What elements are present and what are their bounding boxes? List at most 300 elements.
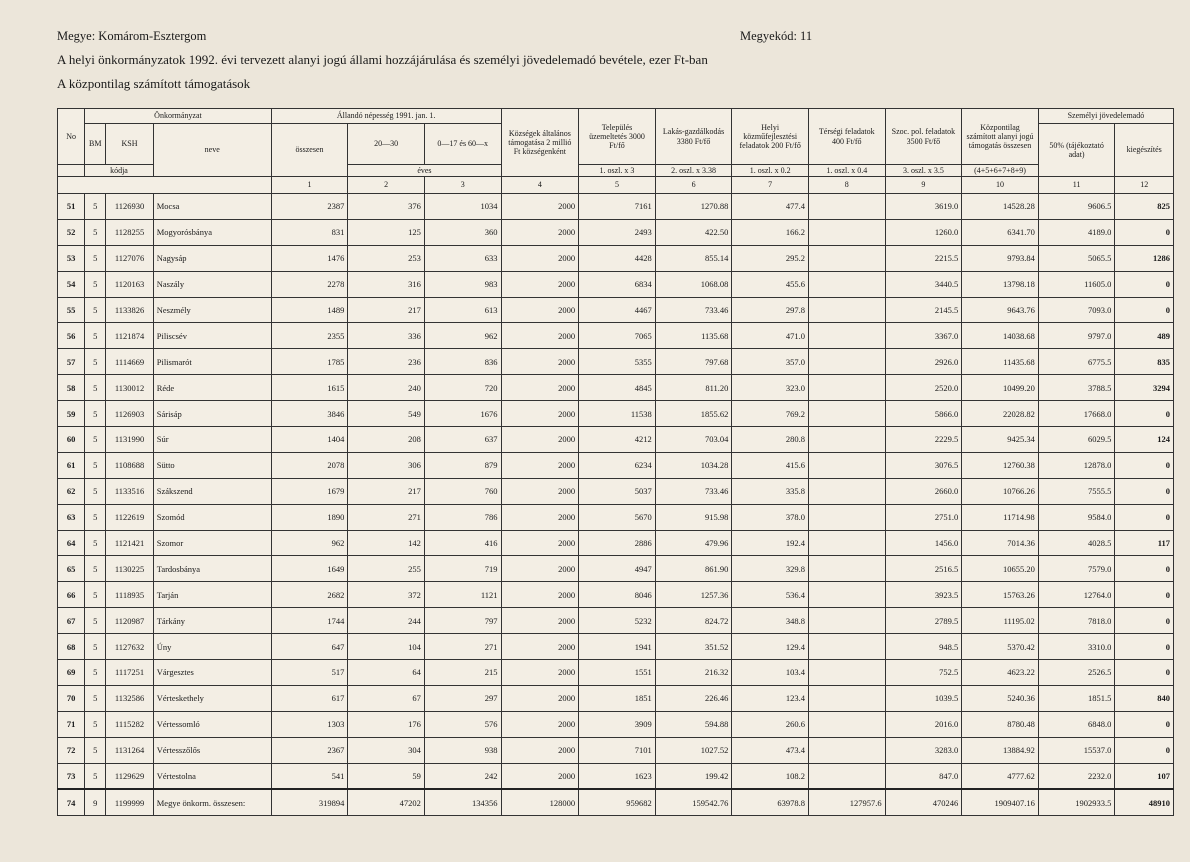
cell-tersegi bbox=[808, 297, 885, 323]
cell-kiegeszites: 0 bbox=[1115, 737, 1174, 763]
cell-szja-50: 12764.0 bbox=[1038, 582, 1115, 608]
cell-bm: 5 bbox=[85, 297, 106, 323]
cell-age-20-30: 104 bbox=[348, 634, 425, 660]
cell-kozsegek: 2000 bbox=[501, 297, 579, 323]
cell-szja-50: 1902933.5 bbox=[1038, 789, 1115, 815]
col-szoc: Szoc. pol. feladatok 3500 Ft/fő bbox=[885, 109, 962, 165]
cell-kozponti: 1909407.16 bbox=[962, 789, 1039, 815]
cell-kiegeszites: 0 bbox=[1115, 504, 1174, 530]
cell-lakas: 1270.88 bbox=[655, 194, 732, 220]
cell-szoc: 2520.0 bbox=[885, 375, 962, 401]
cell-kozsegek: 2000 bbox=[501, 556, 579, 582]
cell-kozponti: 14528.28 bbox=[962, 194, 1039, 220]
cell-age-20-30: 316 bbox=[348, 271, 425, 297]
cell-osszesen: 2682 bbox=[271, 582, 348, 608]
cell-bm: 5 bbox=[85, 323, 106, 349]
col-kozponti: Központilag számított alanyi jogú támogatás összesen bbox=[962, 109, 1039, 165]
cell-age-20-30: 549 bbox=[348, 401, 425, 427]
cell-name: Vérteskethely bbox=[153, 685, 271, 711]
table-row bbox=[58, 737, 1174, 763]
cell-ksh: 1131264 bbox=[106, 737, 153, 763]
cell-tersegi bbox=[808, 401, 885, 427]
cell-helyi: 260.6 bbox=[732, 711, 809, 737]
cell-helyi: 295.2 bbox=[732, 245, 809, 271]
cell-osszesen: 2078 bbox=[271, 452, 348, 478]
cell-telepules: 1941 bbox=[579, 634, 656, 660]
cell-kiegeszites: 0 bbox=[1115, 556, 1174, 582]
cell-name: Tárkány bbox=[153, 608, 271, 634]
cell-lakas: 422.50 bbox=[655, 219, 732, 245]
cell-kozsegek: 2000 bbox=[501, 530, 579, 556]
cell-tersegi bbox=[808, 530, 885, 556]
col-eves: éves bbox=[348, 165, 501, 177]
cell-no: 62 bbox=[58, 478, 85, 504]
cell-no: 60 bbox=[58, 427, 85, 453]
cell-telepules: 1851 bbox=[579, 685, 656, 711]
cell-kozponti: 9793.84 bbox=[962, 245, 1039, 271]
cell-kozsegek: 2000 bbox=[501, 375, 579, 401]
cell-tersegi bbox=[808, 556, 885, 582]
cell-name: Mocsa bbox=[153, 194, 271, 220]
cell-no: 73 bbox=[58, 763, 85, 789]
cell-szoc: 3367.0 bbox=[885, 323, 962, 349]
cell-lakas: 351.52 bbox=[655, 634, 732, 660]
cell-name: Naszály bbox=[153, 271, 271, 297]
cell-kozsegek: 2000 bbox=[501, 245, 579, 271]
cell-osszesen: 1890 bbox=[271, 504, 348, 530]
cell-szoc: 2229.5 bbox=[885, 427, 962, 453]
col-neve: neve bbox=[153, 124, 271, 177]
cell-age-20-30: 236 bbox=[348, 349, 425, 375]
cell-kozponti: 10499.20 bbox=[962, 375, 1039, 401]
cell-no: 52 bbox=[58, 219, 85, 245]
cell-age-0-17: 215 bbox=[424, 660, 501, 686]
table-row bbox=[58, 685, 1174, 711]
cell-kozponti: 5240.36 bbox=[962, 685, 1039, 711]
cell-age-0-17: 1121 bbox=[424, 582, 501, 608]
cell-szoc: 2751.0 bbox=[885, 504, 962, 530]
cell-age-0-17: 613 bbox=[424, 297, 501, 323]
col-number: 1 bbox=[271, 177, 348, 194]
cell-no: 61 bbox=[58, 452, 85, 478]
cell-kozsegek: 2000 bbox=[501, 194, 579, 220]
cell-ksh: 1127632 bbox=[106, 634, 153, 660]
cell-kozponti: 14038.68 bbox=[962, 323, 1039, 349]
col-number: 11 bbox=[1038, 177, 1115, 194]
cell-szja-50: 9606.5 bbox=[1038, 194, 1115, 220]
table-row bbox=[58, 789, 1174, 815]
cell-tersegi: 127957.6 bbox=[808, 789, 885, 815]
cell-age-20-30: 217 bbox=[348, 297, 425, 323]
cell-name: Vértestolna bbox=[153, 763, 271, 789]
cell-szoc: 1039.5 bbox=[885, 685, 962, 711]
col-age-0-17: 0—17 és 60—x bbox=[424, 124, 501, 165]
cell-telepules: 5670 bbox=[579, 504, 656, 530]
col-age-20-30: 20—30 bbox=[348, 124, 425, 165]
cell-helyi: 297.8 bbox=[732, 297, 809, 323]
cell-szoc: 3923.5 bbox=[885, 582, 962, 608]
cell-kozsegek: 128000 bbox=[501, 789, 579, 815]
cell-kiegeszites: 840 bbox=[1115, 685, 1174, 711]
cell-helyi: 769.2 bbox=[732, 401, 809, 427]
cell-lakas: 1135.68 bbox=[655, 323, 732, 349]
cell-telepules: 7161 bbox=[579, 194, 656, 220]
cell-helyi: 471.0 bbox=[732, 323, 809, 349]
cell-telepules: 2886 bbox=[579, 530, 656, 556]
cell-age-0-17: 242 bbox=[424, 763, 501, 789]
cell-telepules: 8046 bbox=[579, 582, 656, 608]
cell-helyi: 378.0 bbox=[732, 504, 809, 530]
cell-osszesen: 3846 bbox=[271, 401, 348, 427]
cell-szoc: 2926.0 bbox=[885, 349, 962, 375]
cell-age-20-30: 372 bbox=[348, 582, 425, 608]
cell-age-0-17: 983 bbox=[424, 271, 501, 297]
cell-age-20-30: 271 bbox=[348, 504, 425, 530]
table-row bbox=[58, 582, 1174, 608]
cell-telepules: 3909 bbox=[579, 711, 656, 737]
cell-kiegeszites: 117 bbox=[1115, 530, 1174, 556]
cell-ksh: 1129629 bbox=[106, 763, 153, 789]
cell-age-0-17: 416 bbox=[424, 530, 501, 556]
cell-no: 71 bbox=[58, 711, 85, 737]
cell-lakas: 861.90 bbox=[655, 556, 732, 582]
cell-kozponti: 4777.62 bbox=[962, 763, 1039, 789]
cell-kozponti: 6341.70 bbox=[962, 219, 1039, 245]
col-kiegeszites: kiegészítés bbox=[1115, 124, 1174, 177]
cell-szoc: 1260.0 bbox=[885, 219, 962, 245]
cell-osszesen: 1476 bbox=[271, 245, 348, 271]
cell-bm: 5 bbox=[85, 582, 106, 608]
cell-bm: 5 bbox=[85, 530, 106, 556]
cell-telepules: 1623 bbox=[579, 763, 656, 789]
cell-kozsegek: 2000 bbox=[501, 711, 579, 737]
cell-lakas: 216.32 bbox=[655, 660, 732, 686]
cell-kozsegek: 2000 bbox=[501, 219, 579, 245]
cell-no: 69 bbox=[58, 660, 85, 686]
cell-telepules: 2493 bbox=[579, 219, 656, 245]
cell-szja-50: 6848.0 bbox=[1038, 711, 1115, 737]
cell-szoc: 2016.0 bbox=[885, 711, 962, 737]
cell-no: 53 bbox=[58, 245, 85, 271]
col-number: 5 bbox=[579, 177, 656, 194]
cell-ksh: 1120987 bbox=[106, 608, 153, 634]
col-number: 4 bbox=[501, 177, 579, 194]
cell-szja-50: 6029.5 bbox=[1038, 427, 1115, 453]
cell-helyi: 103.4 bbox=[732, 660, 809, 686]
cell-osszesen: 2367 bbox=[271, 737, 348, 763]
cell-no: 57 bbox=[58, 349, 85, 375]
cell-lakas: 594.88 bbox=[655, 711, 732, 737]
cell-kozponti: 11714.98 bbox=[962, 504, 1039, 530]
cell-szoc: 2660.0 bbox=[885, 478, 962, 504]
col-nepesseg: Állandó népesség 1991. jan. 1. bbox=[271, 109, 501, 124]
cell-tersegi bbox=[808, 582, 885, 608]
cell-osszesen: 962 bbox=[271, 530, 348, 556]
cell-lakas: 915.98 bbox=[655, 504, 732, 530]
col-number: 9 bbox=[885, 177, 962, 194]
cell-no: 63 bbox=[58, 504, 85, 530]
cell-szja-50: 7555.5 bbox=[1038, 478, 1115, 504]
cell-kozsegek: 2000 bbox=[501, 349, 579, 375]
cell-osszesen: 541 bbox=[271, 763, 348, 789]
cell-age-0-17: 797 bbox=[424, 608, 501, 634]
table-row bbox=[58, 323, 1174, 349]
cell-age-20-30: 67 bbox=[348, 685, 425, 711]
cell-kiegeszites: 48910 bbox=[1115, 789, 1174, 815]
cell-szja-50: 17668.0 bbox=[1038, 401, 1115, 427]
cell-age-20-30: 376 bbox=[348, 194, 425, 220]
cell-age-20-30: 336 bbox=[348, 323, 425, 349]
cell-bm: 5 bbox=[85, 737, 106, 763]
cell-osszesen: 2278 bbox=[271, 271, 348, 297]
cell-szja-50: 6775.5 bbox=[1038, 349, 1115, 375]
cell-no: 66 bbox=[58, 582, 85, 608]
cell-kozponti: 10655.20 bbox=[962, 556, 1039, 582]
cell-kozponti: 11435.68 bbox=[962, 349, 1039, 375]
cell-lakas: 703.04 bbox=[655, 427, 732, 453]
cell-kozponti: 9425.34 bbox=[962, 427, 1039, 453]
cell-telepules: 4212 bbox=[579, 427, 656, 453]
cell-lakas: 733.46 bbox=[655, 478, 732, 504]
cell-age-20-30: 306 bbox=[348, 452, 425, 478]
cell-ksh: 1126903 bbox=[106, 401, 153, 427]
cell-tersegi bbox=[808, 245, 885, 271]
cell-tersegi bbox=[808, 349, 885, 375]
cell-telepules: 7101 bbox=[579, 737, 656, 763]
cell-tersegi bbox=[808, 194, 885, 220]
table-row bbox=[58, 271, 1174, 297]
cell-kiegeszites: 0 bbox=[1115, 297, 1174, 323]
col-szoc-formula: 3. oszl. x 3.5 bbox=[885, 165, 962, 177]
cell-helyi: 123.4 bbox=[732, 685, 809, 711]
cell-tersegi bbox=[808, 271, 885, 297]
cell-osszesen: 831 bbox=[271, 219, 348, 245]
cell-szja-50: 2526.5 bbox=[1038, 660, 1115, 686]
cell-szoc: 2145.5 bbox=[885, 297, 962, 323]
cell-helyi: 63978.8 bbox=[732, 789, 809, 815]
col-no: No bbox=[58, 109, 85, 165]
col-number: 8 bbox=[808, 177, 885, 194]
cell-kozponti: 8780.48 bbox=[962, 711, 1039, 737]
cell-osszesen: 517 bbox=[271, 660, 348, 686]
cell-ksh: 1126930 bbox=[106, 194, 153, 220]
cell-helyi: 329.8 bbox=[732, 556, 809, 582]
cell-szja-50: 7579.0 bbox=[1038, 556, 1115, 582]
cell-telepules: 5232 bbox=[579, 608, 656, 634]
cell-osszesen: 1489 bbox=[271, 297, 348, 323]
cell-bm: 5 bbox=[85, 660, 106, 686]
table-row bbox=[58, 452, 1174, 478]
table-row bbox=[58, 711, 1174, 737]
col-helyi: Helyi közműfejlesztési feladatok 200 Ft/fő bbox=[732, 109, 809, 165]
cell-lakas: 797.68 bbox=[655, 349, 732, 375]
col-kodja: kódja bbox=[85, 165, 154, 177]
cell-szja-50: 1851.5 bbox=[1038, 685, 1115, 711]
page-subtitle: A központilag számított támogatások bbox=[57, 76, 251, 91]
cell-helyi: 323.0 bbox=[732, 375, 809, 401]
cell-bm: 5 bbox=[85, 349, 106, 375]
cell-szoc: 5866.0 bbox=[885, 401, 962, 427]
cell-age-0-17: 297 bbox=[424, 685, 501, 711]
cell-szja-50: 3788.5 bbox=[1038, 375, 1115, 401]
col-ksh: KSH bbox=[106, 124, 153, 165]
cell-no: 65 bbox=[58, 556, 85, 582]
cell-kiegeszites: 0 bbox=[1115, 219, 1174, 245]
cell-szoc: 2215.5 bbox=[885, 245, 962, 271]
table-row bbox=[58, 660, 1174, 686]
cell-helyi: 477.4 bbox=[732, 194, 809, 220]
cell-kozsegek: 2000 bbox=[501, 634, 579, 660]
cell-tersegi bbox=[808, 685, 885, 711]
cell-kiegeszites: 489 bbox=[1115, 323, 1174, 349]
cell-name: Mogyorósbánya bbox=[153, 219, 271, 245]
cell-tersegi bbox=[808, 323, 885, 349]
cell-name: Szákszend bbox=[153, 478, 271, 504]
cell-age-20-30: 47202 bbox=[348, 789, 425, 815]
cell-telepules: 6834 bbox=[579, 271, 656, 297]
col-number: 2 bbox=[348, 177, 425, 194]
cell-kozsegek: 2000 bbox=[501, 452, 579, 478]
cell-ksh: 1115282 bbox=[106, 711, 153, 737]
cell-kozsegek: 2000 bbox=[501, 763, 579, 789]
cell-ksh: 1130225 bbox=[106, 556, 153, 582]
cell-ksh: 1132586 bbox=[106, 685, 153, 711]
county-code-label: Megyekód: 11 bbox=[740, 29, 813, 43]
cell-bm: 5 bbox=[85, 194, 106, 220]
cell-age-20-30: 64 bbox=[348, 660, 425, 686]
col-kozponti-formula: (4+5+6+7+8+9) bbox=[962, 165, 1039, 177]
cell-tersegi bbox=[808, 427, 885, 453]
cell-bm: 5 bbox=[85, 271, 106, 297]
cell-szja-50: 12878.0 bbox=[1038, 452, 1115, 478]
col-number: 10 bbox=[962, 177, 1039, 194]
cell-kiegeszites: 835 bbox=[1115, 349, 1174, 375]
cell-osszesen: 2387 bbox=[271, 194, 348, 220]
col-szja: Személyi jövedelemadó bbox=[1038, 109, 1173, 124]
cell-ksh: 1127076 bbox=[106, 245, 153, 271]
cell-szja-50: 11605.0 bbox=[1038, 271, 1115, 297]
cell-helyi: 129.4 bbox=[732, 634, 809, 660]
table-row bbox=[58, 504, 1174, 530]
cell-name: Sütto bbox=[153, 452, 271, 478]
cell-kozsegek: 2000 bbox=[501, 608, 579, 634]
col-tersegi: Térségi feladatok 400 Ft/fő bbox=[808, 109, 885, 165]
cell-age-0-17: 1676 bbox=[424, 401, 501, 427]
table-row bbox=[58, 478, 1174, 504]
col-tersegi-formula: 1. oszl. x 0.4 bbox=[808, 165, 885, 177]
cell-helyi: 280.8 bbox=[732, 427, 809, 453]
cell-name: Réde bbox=[153, 375, 271, 401]
cell-ksh: 1128255 bbox=[106, 219, 153, 245]
cell-lakas: 855.14 bbox=[655, 245, 732, 271]
cell-age-20-30: 255 bbox=[348, 556, 425, 582]
cell-name: Súr bbox=[153, 427, 271, 453]
cell-age-20-30: 142 bbox=[348, 530, 425, 556]
col-osszesen: összesen bbox=[271, 124, 348, 177]
cell-ksh: 1118935 bbox=[106, 582, 153, 608]
col-kozsegek: Községek általános támogatása 2 millió Ft községenként bbox=[501, 109, 579, 177]
cell-no: 70 bbox=[58, 685, 85, 711]
cell-kozsegek: 2000 bbox=[501, 478, 579, 504]
cell-kiegeszites: 0 bbox=[1115, 608, 1174, 634]
cell-lakas: 1034.28 bbox=[655, 452, 732, 478]
cell-szoc: 1456.0 bbox=[885, 530, 962, 556]
cell-helyi: 108.2 bbox=[732, 763, 809, 789]
cell-age-0-17: 360 bbox=[424, 219, 501, 245]
cell-no: 72 bbox=[58, 737, 85, 763]
cell-kiegeszites: 0 bbox=[1115, 401, 1174, 427]
cell-bm: 5 bbox=[85, 556, 106, 582]
cell-kozponti: 22028.82 bbox=[962, 401, 1039, 427]
cell-name: Szomor bbox=[153, 530, 271, 556]
support-table bbox=[57, 108, 1174, 816]
table-row bbox=[58, 608, 1174, 634]
cell-no: 59 bbox=[58, 401, 85, 427]
cell-no: 54 bbox=[58, 271, 85, 297]
cell-age-0-17: 633 bbox=[424, 245, 501, 271]
cell-telepules: 5037 bbox=[579, 478, 656, 504]
cell-szja-50: 3310.0 bbox=[1038, 634, 1115, 660]
cell-kozsegek: 2000 bbox=[501, 323, 579, 349]
cell-szoc: 3619.0 bbox=[885, 194, 962, 220]
cell-age-20-30: 253 bbox=[348, 245, 425, 271]
table-row bbox=[58, 194, 1174, 220]
cell-szja-50: 4028.5 bbox=[1038, 530, 1115, 556]
county-label: Megye: Komárom-Esztergom bbox=[57, 29, 207, 43]
cell-age-20-30: 125 bbox=[348, 219, 425, 245]
table-row bbox=[58, 349, 1174, 375]
cell-bm: 5 bbox=[85, 452, 106, 478]
cell-helyi: 166.2 bbox=[732, 219, 809, 245]
cell-ksh: 1131990 bbox=[106, 427, 153, 453]
cell-kozponti: 15763.26 bbox=[962, 582, 1039, 608]
cell-kiegeszites: 124 bbox=[1115, 427, 1174, 453]
cell-tersegi bbox=[808, 634, 885, 660]
cell-lakas: 479.96 bbox=[655, 530, 732, 556]
cell-bm: 5 bbox=[85, 478, 106, 504]
cell-lakas: 733.46 bbox=[655, 297, 732, 323]
cell-name: Vértesszőlős bbox=[153, 737, 271, 763]
cell-no: 64 bbox=[58, 530, 85, 556]
cell-kozponti: 12760.38 bbox=[962, 452, 1039, 478]
cell-tersegi bbox=[808, 478, 885, 504]
cell-age-20-30: 176 bbox=[348, 711, 425, 737]
cell-lakas: 1068.08 bbox=[655, 271, 732, 297]
cell-age-0-17: 1034 bbox=[424, 194, 501, 220]
cell-lakas: 811.20 bbox=[655, 375, 732, 401]
cell-szoc: 3076.5 bbox=[885, 452, 962, 478]
cell-telepules: 11538 bbox=[579, 401, 656, 427]
cell-szja-50: 5065.5 bbox=[1038, 245, 1115, 271]
cell-telepules: 4845 bbox=[579, 375, 656, 401]
table-row bbox=[58, 219, 1174, 245]
table-row bbox=[58, 763, 1174, 789]
cell-osszesen: 2355 bbox=[271, 323, 348, 349]
cell-no: 67 bbox=[58, 608, 85, 634]
col-lakas-formula: 2. oszl. x 3.38 bbox=[655, 165, 732, 177]
cell-tersegi bbox=[808, 763, 885, 789]
cell-osszesen: 1744 bbox=[271, 608, 348, 634]
cell-age-0-17: 786 bbox=[424, 504, 501, 530]
cell-helyi: 357.0 bbox=[732, 349, 809, 375]
cell-no: 68 bbox=[58, 634, 85, 660]
cell-bm: 5 bbox=[85, 401, 106, 427]
cell-age-20-30: 208 bbox=[348, 427, 425, 453]
cell-tersegi bbox=[808, 737, 885, 763]
cell-bm: 5 bbox=[85, 245, 106, 271]
cell-kozponti: 4623.22 bbox=[962, 660, 1039, 686]
cell-no: 55 bbox=[58, 297, 85, 323]
